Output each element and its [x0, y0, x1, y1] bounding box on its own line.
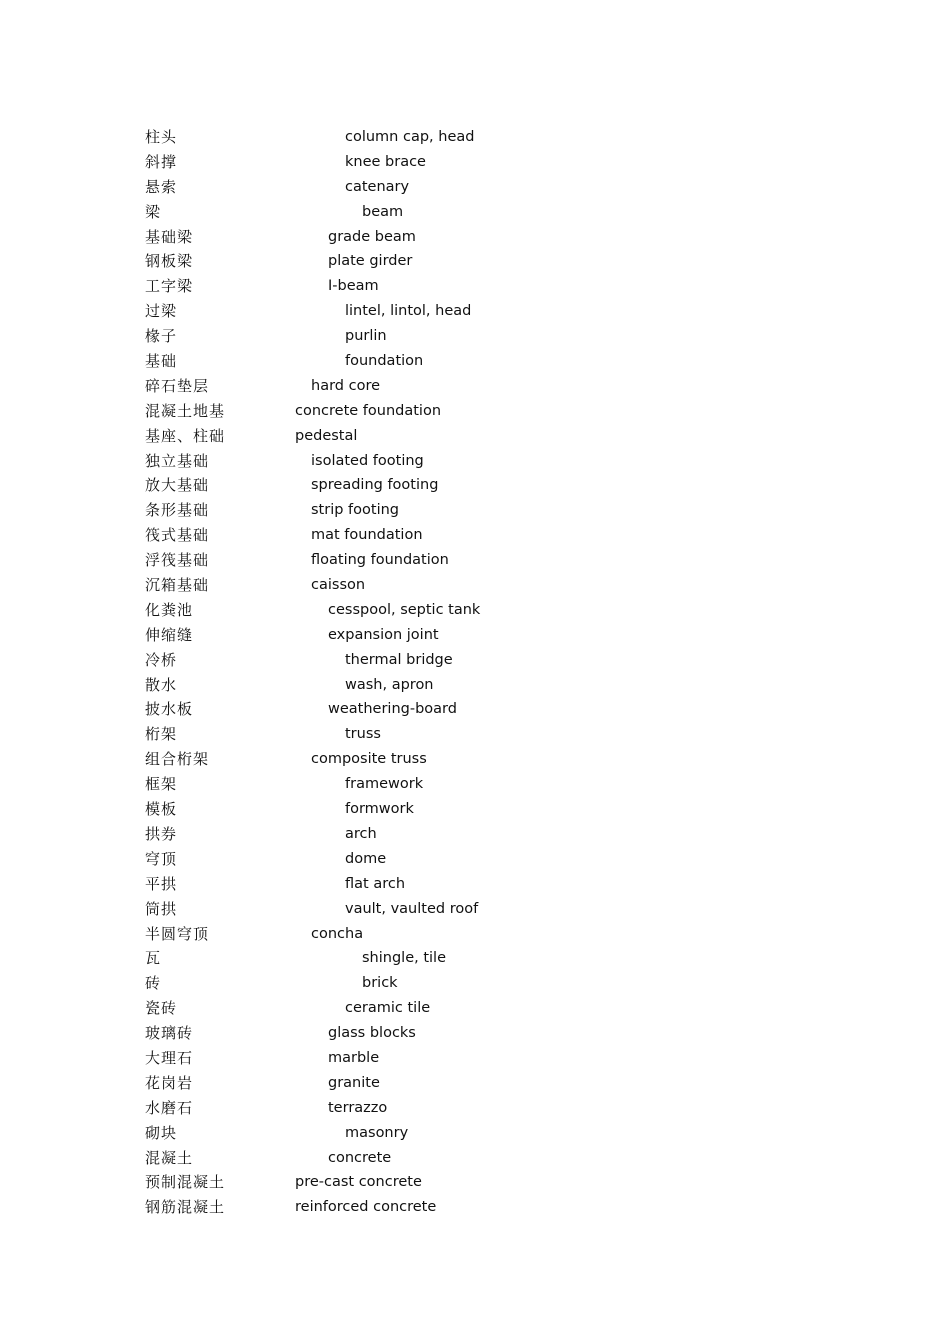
glossary-row [145, 523, 665, 548]
glossary-row [145, 200, 665, 225]
english-term: expansion joint [328, 626, 439, 643]
glossary-row [145, 1170, 665, 1195]
chinese-term: 悬索 [145, 177, 178, 196]
chinese-term: 散水 [145, 675, 178, 694]
glossary-row [145, 1071, 665, 1096]
chinese-term: 披水板 [145, 700, 194, 719]
english-term: marble [328, 1049, 380, 1066]
english-term: dome [345, 850, 387, 867]
english-term: cesspool, septic tank [328, 601, 481, 618]
glossary-row [145, 1121, 665, 1146]
chinese-term: 框架 [145, 775, 178, 794]
glossary-row [145, 872, 665, 897]
glossary-row [145, 1096, 665, 1121]
chinese-term: 钢筋混凝土 [145, 1198, 226, 1217]
english-term: beam [362, 203, 404, 220]
chinese-term: 平拱 [145, 874, 178, 893]
glossary-row [145, 150, 665, 175]
glossary-row [145, 324, 665, 349]
chinese-term: 瓷砖 [145, 999, 178, 1018]
chinese-term: 浮筏基础 [145, 551, 210, 570]
english-term: brick [362, 975, 398, 992]
chinese-term: 碎石垫层 [145, 376, 210, 395]
english-term: arch [345, 825, 377, 842]
glossary-row [145, 747, 665, 772]
english-term: concha [311, 925, 364, 942]
chinese-term: 组合桁架 [145, 750, 210, 769]
english-term: foundation [345, 353, 424, 370]
chinese-term: 斜撑 [145, 152, 178, 171]
chinese-term: 穹顶 [145, 849, 178, 868]
chinese-term: 水磨石 [145, 1098, 194, 1117]
english-term: masonry [345, 1124, 409, 1141]
chinese-term: 伸缩缝 [145, 625, 194, 644]
chinese-term: 条形基础 [145, 501, 210, 520]
english-term: floating foundation [311, 552, 449, 569]
english-term: granite [328, 1074, 380, 1091]
glossary-row [145, 922, 665, 947]
glossary-row [145, 797, 665, 822]
chinese-term: 化粪池 [145, 600, 194, 619]
chinese-term: 放大基础 [145, 476, 210, 495]
glossary-row [145, 473, 665, 498]
english-term: strip footing [311, 502, 399, 519]
english-term: mat foundation [311, 527, 423, 544]
chinese-term: 预制混凝土 [145, 1173, 226, 1192]
chinese-term: 筒拱 [145, 899, 178, 918]
glossary-row [145, 648, 665, 673]
glossary-row [145, 125, 665, 150]
chinese-term: 大理石 [145, 1048, 194, 1067]
english-term: column cap, head [345, 129, 475, 145]
glossary-row [145, 996, 665, 1021]
english-term: formwork [345, 801, 414, 818]
glossary-row [145, 449, 665, 474]
glossary-row [145, 349, 665, 374]
chinese-term: 工字梁 [145, 277, 194, 296]
chinese-term: 钢板梁 [145, 252, 194, 271]
english-term: truss [345, 726, 381, 743]
english-term: knee brace [345, 153, 426, 170]
english-term: reinforced concrete [295, 1199, 437, 1216]
glossary-row [145, 225, 665, 250]
english-term: framework [345, 776, 424, 793]
chinese-term: 花岗岩 [145, 1073, 194, 1092]
english-term: ceramic tile [345, 1000, 431, 1017]
english-term: pre-cast concrete [295, 1174, 422, 1191]
english-term: catenary [345, 178, 410, 195]
glossary-row [145, 573, 665, 598]
chinese-term: 冷桥 [145, 650, 178, 669]
glossary-row [145, 697, 665, 722]
chinese-term: 梁 [145, 202, 162, 221]
chinese-term: 筏式基础 [145, 526, 210, 545]
chinese-term: 混凝土地基 [145, 401, 226, 420]
glossary-row [145, 1146, 665, 1171]
english-term: thermal bridge [345, 651, 453, 668]
english-term: vault, vaulted roof [345, 900, 479, 917]
chinese-term: 玻璃砖 [145, 1024, 194, 1043]
glossary-row [145, 498, 665, 523]
english-term: wash, apron [345, 676, 434, 693]
glossary-row [145, 623, 665, 648]
chinese-term: 独立基础 [145, 451, 210, 470]
english-term: I-beam [328, 278, 379, 295]
glossary-row [145, 772, 665, 797]
glossary-row [145, 299, 665, 324]
english-term: pedestal [295, 427, 358, 444]
english-term: grade beam [328, 228, 416, 245]
chinese-term: 拱券 [145, 824, 178, 843]
english-term: isolated footing [311, 452, 424, 469]
english-term: terrazzo [328, 1099, 388, 1116]
glossary-row [145, 175, 665, 200]
chinese-term: 柱头 [145, 128, 178, 146]
chinese-term: 基础梁 [145, 227, 194, 246]
chinese-term: 沉箱基础 [145, 576, 210, 595]
english-term: composite truss [311, 751, 427, 768]
chinese-term: 过梁 [145, 302, 178, 321]
chinese-term: 砌块 [145, 1123, 178, 1142]
glossary-row [145, 249, 665, 274]
glossary-row [145, 1046, 665, 1071]
english-term: hard core [311, 377, 381, 394]
chinese-term: 砖 [145, 974, 162, 993]
chinese-term: 混凝土 [145, 1148, 194, 1167]
english-term: weathering-board [328, 701, 457, 718]
chinese-term: 模板 [145, 800, 178, 819]
glossary-row [145, 1021, 665, 1046]
glossary-row [145, 1195, 665, 1220]
glossary-row [145, 548, 665, 573]
glossary-list [145, 125, 665, 1220]
glossary-row [145, 374, 665, 399]
english-term: caisson [311, 577, 366, 594]
english-term: concrete [328, 1149, 392, 1166]
english-term: shingle, tile [362, 950, 446, 967]
english-term: spreading footing [311, 477, 439, 494]
glossary-row [145, 847, 665, 872]
glossary-row [145, 971, 665, 996]
chinese-term: 基础 [145, 352, 178, 371]
chinese-term: 基座、柱础 [145, 426, 226, 445]
chinese-term: 半圆穹顶 [145, 924, 210, 943]
glossary-row [145, 274, 665, 299]
glossary-row [145, 598, 665, 623]
glossary-row [145, 946, 665, 971]
chinese-term: 椽子 [145, 327, 178, 346]
glossary-row [145, 722, 665, 747]
glossary-row [145, 424, 665, 449]
english-term: lintel, lintol, head [345, 303, 472, 320]
glossary-row [145, 822, 665, 847]
glossary-row [145, 399, 665, 424]
chinese-term: 瓦 [145, 949, 162, 968]
glossary-row [145, 897, 665, 922]
english-term: plate girder [328, 253, 413, 270]
english-term: flat arch [345, 875, 406, 892]
english-term: glass blocks [328, 1025, 416, 1042]
english-term: concrete foundation [295, 402, 442, 419]
chinese-term: 桁架 [145, 725, 178, 744]
english-term: purlin [345, 328, 387, 345]
glossary-row [145, 673, 665, 698]
